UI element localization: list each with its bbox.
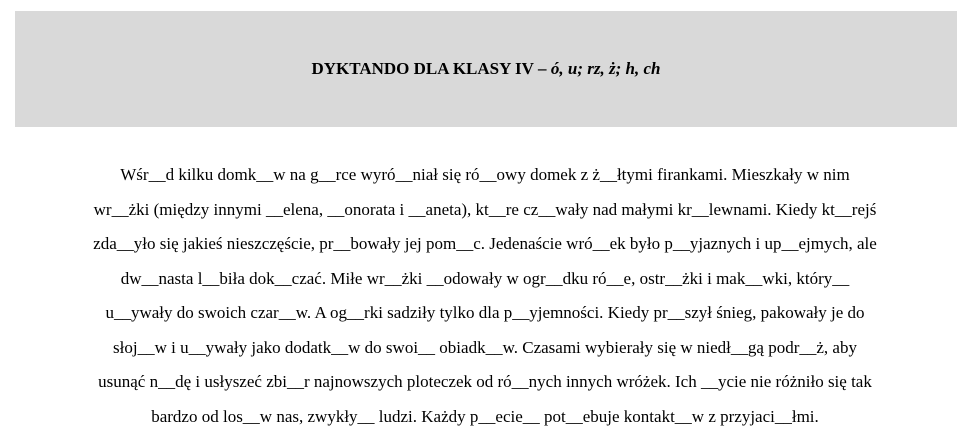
title-banner — [15, 11, 957, 127]
dictation-text — [18, 158, 952, 434]
title-subtitle: – ó, u; rz, ż; h, ch — [533, 59, 661, 78]
title-main: DYKTANDO DLA KLASY IV — [311, 59, 534, 78]
text-line: bardzo od los__w nas, zwykły__ ludzi. Każdy p__ecie__ pot__ebuje kontakt__w z przyjaci__łmi. — [151, 406, 819, 426]
text-line: zda__yło się jakieś nieszczęście, pr__bowały jej pom__c. Jedenaście wró__ek było p__yjaznych i up__ejmych, ale — [93, 234, 877, 253]
text-line: wr__żki (między innymi __elena, __onorata i __aneta), kt__re cz__wały nad małymi kr__lewnami. Kiedy kt__rejś — [93, 199, 877, 219]
text-line: usunąć n__dę i usłyszeć zbi__r najnowszych ploteczek od ró__nych innych wróżek. Ich __ycie nie różniło się tak — [98, 372, 872, 391]
text-line: dw__nasta l__biła dok__czać. Miłe wr__żki __odowały w ogr__dku ró__e, ostr__żki i mak__wki, który__ — [120, 268, 850, 288]
text-line: Wśr__d kilku domk__w na g__rce wyró__niał się ró__owy domek z ż__łtymi firankami. Mieszkały w nim — [120, 165, 850, 184]
text-line: słoj__w i u__ywały jako dodatk__w do swoi__ obiadk__w. Czasami wybierały się w niedł__gą podr__ż, aby — [113, 337, 857, 357]
page-title — [311, 59, 660, 79]
text-line: u__ywały do swoich czar__w. A og__rki sadziły tylko dla p__yjemności. Kiedy pr__szył śnieg, pakowały je do — [105, 303, 865, 322]
